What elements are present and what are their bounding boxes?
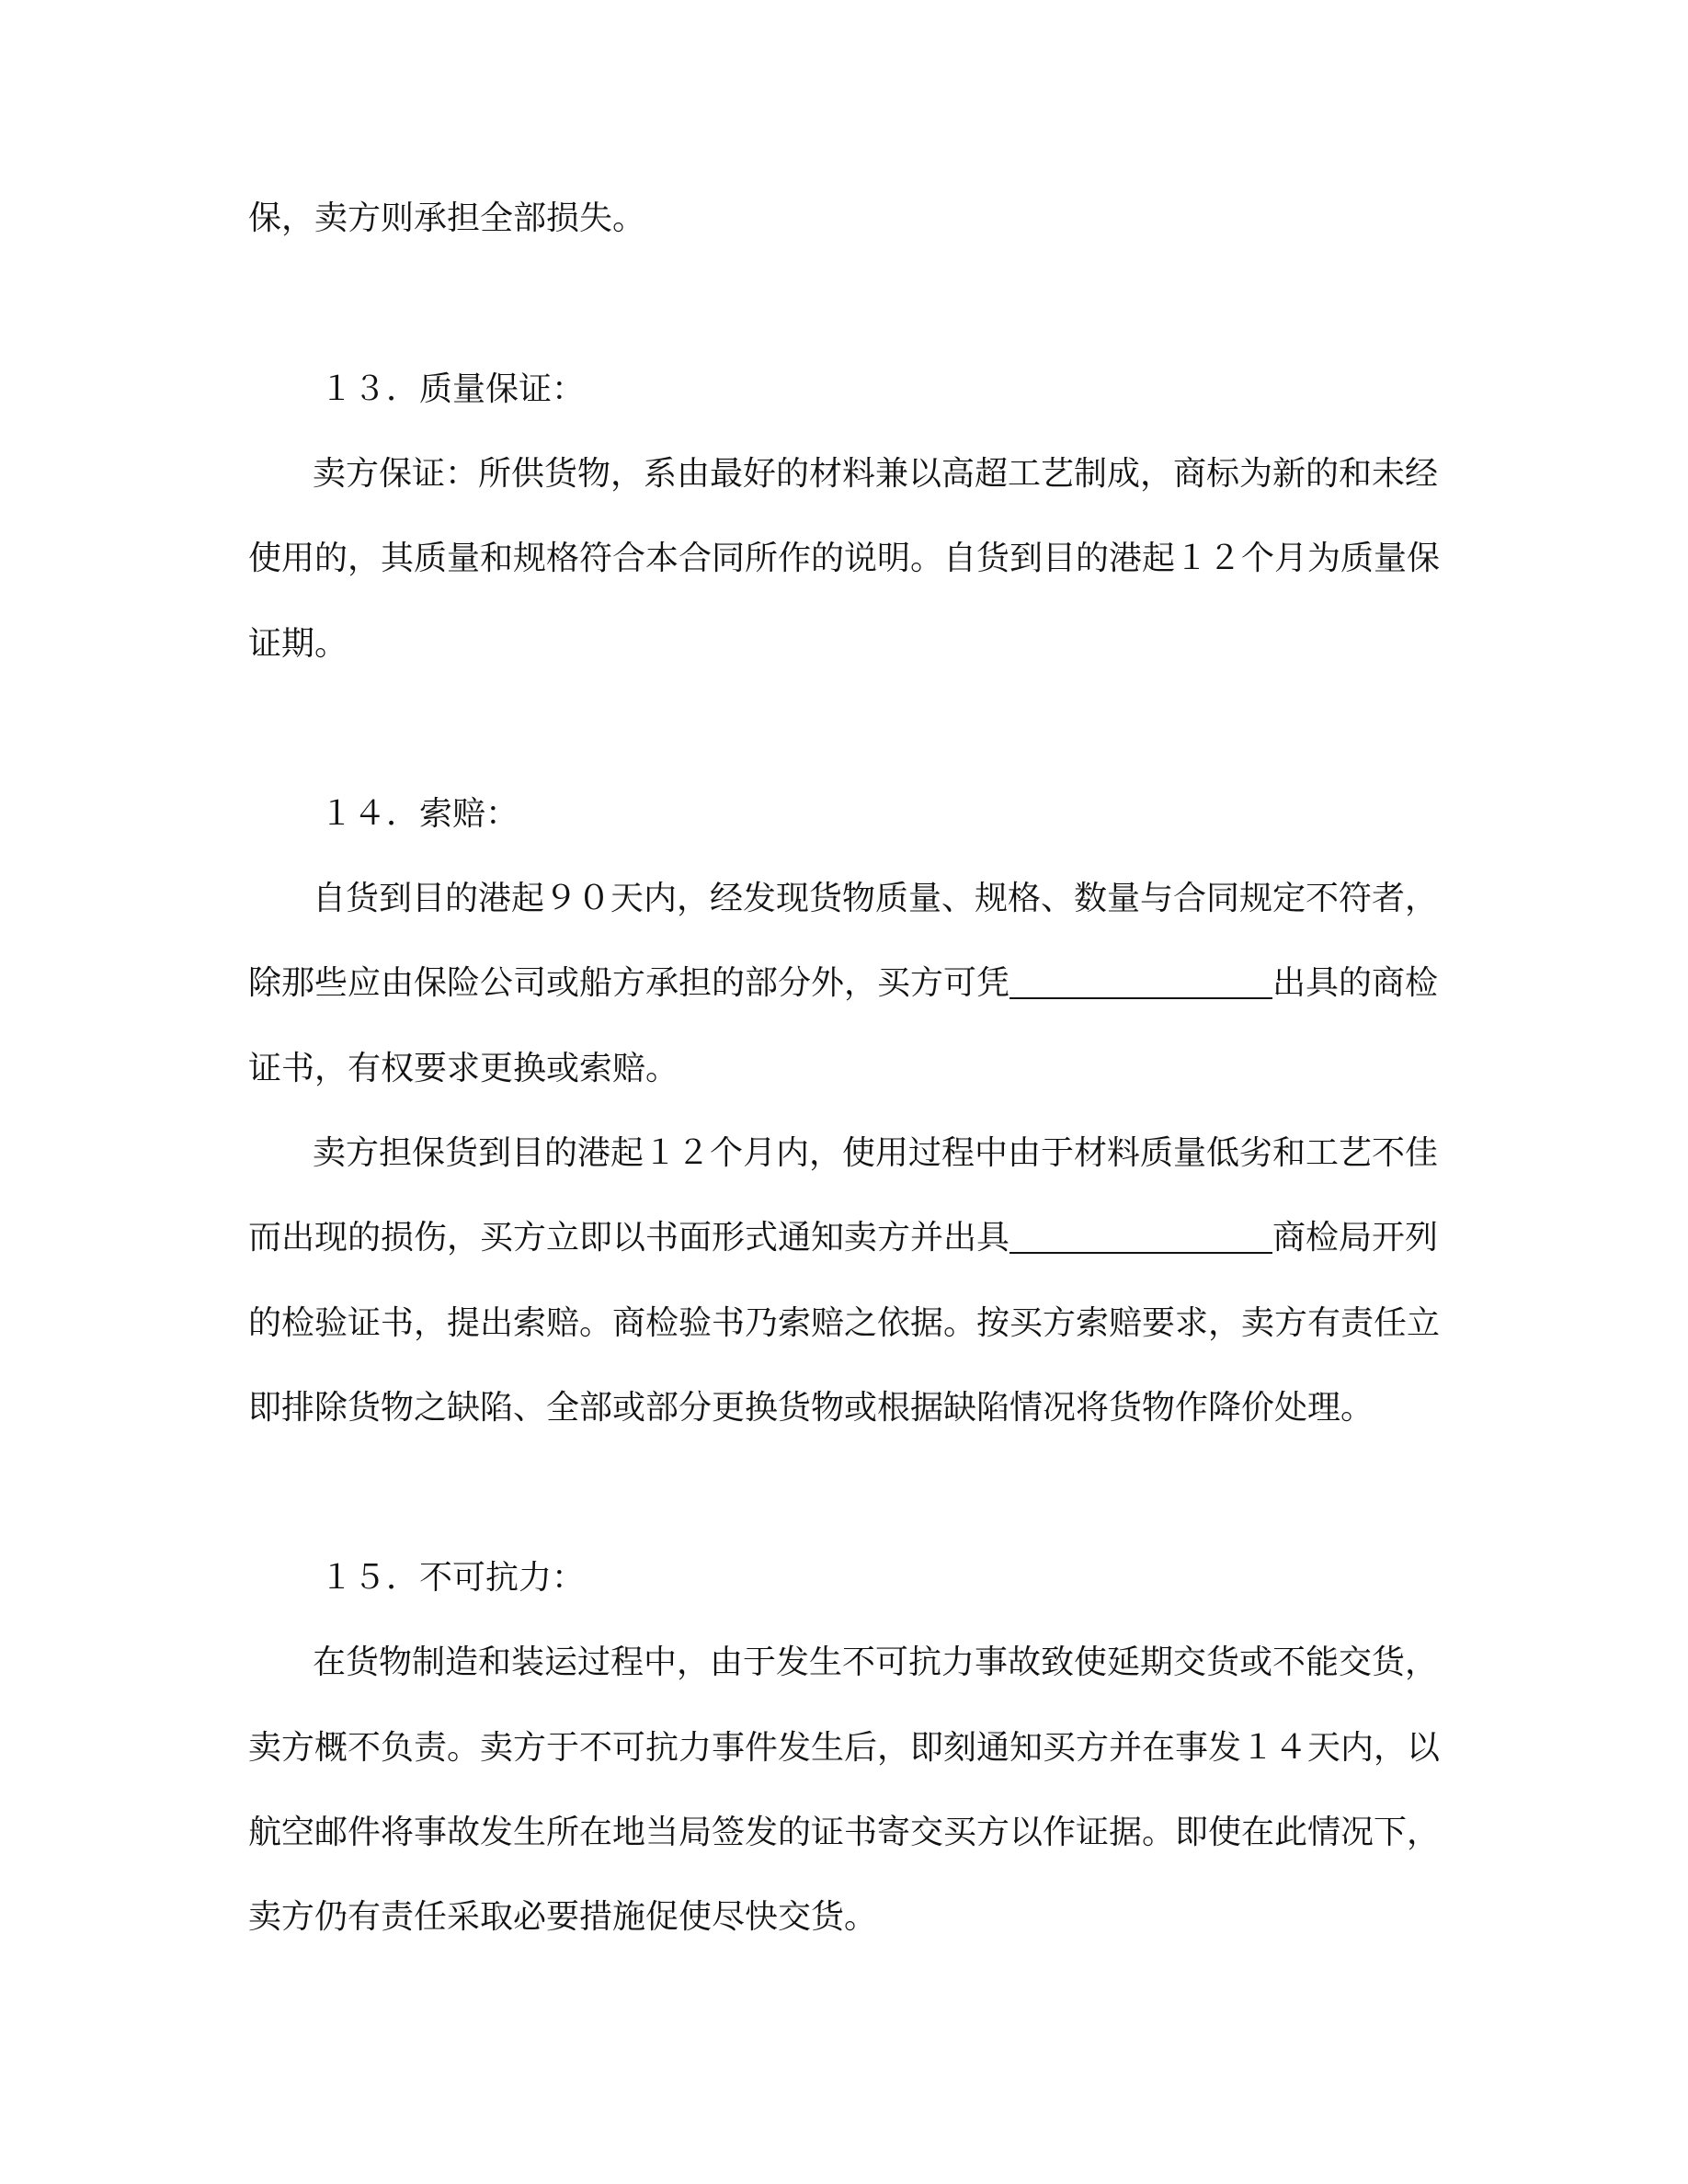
- blank-fill-line: [1009, 961, 1272, 999]
- line-text-before-blank: 除那些应由保险公司或船方承担的部分外，买方可凭: [248, 964, 1010, 1002]
- paragraph-line: 卖方仍有责任采取必要措施促使尽快交货。: [248, 1898, 878, 1936]
- section-heading-claims: １４．索赔：: [320, 795, 519, 833]
- paragraph-line: 卖方概不负责。卖方于不可抗力事件发生后，即刻通知买方并在事发１４天内，以: [248, 1729, 1441, 1767]
- paragraph-line: 卖方担保货到目的港起１２个月内，使用过程中由于材料质量低劣和工艺不佳: [313, 1134, 1439, 1172]
- paragraph-line: 即排除货物之缺陷、全部或部分更换货物或根据缺陷情况将货物作降价处理。: [248, 1389, 1374, 1427]
- section-heading-quality-guarantee: １３．质量保证：: [320, 370, 586, 408]
- paragraph-line: 证期。: [248, 625, 348, 663]
- paragraph-line: 的检验证书，提出索赔。商检验书乃索赔之依据。按买方索赔要求，卖方有责任立: [248, 1304, 1441, 1342]
- section-heading-force-majeure: １５．不可抗力：: [320, 1559, 586, 1597]
- line-text-before-blank: 而出现的损伤，买方立即以书面形式通知卖方并出具: [248, 1219, 1010, 1257]
- paragraph-line-with-blank: [248, 956, 1688, 1011]
- blank-fill-line: [1009, 1215, 1272, 1254]
- paragraph-line: 使用的，其质量和规格符合本合同所作的说明。自货到目的港起１２个月为质量保: [248, 540, 1441, 577]
- line-text-after-blank: 商检局开列: [1272, 1219, 1439, 1257]
- paragraph-line: 航空邮件将事故发生所在地当局签发的证书寄交买方以作证据。即使在此情况下，: [248, 1814, 1441, 1851]
- line-text-after-blank: 出具的商检: [1272, 964, 1439, 1002]
- paragraph-line: 保，卖方则承担全部损失。: [248, 199, 646, 237]
- paragraph-line-with-blank: [248, 1211, 1688, 1266]
- paragraph-line: 在货物制造和装运过程中，由于发生不可抗力事故致使延期交货或不能交货，: [313, 1644, 1439, 1681]
- paragraph-line: 卖方保证：所供货物，系由最好的材料兼以高超工艺制成，商标为新的和未经: [313, 455, 1439, 493]
- paragraph-line: 证书，有权要求更换或索赔。: [248, 1050, 679, 1087]
- paragraph-line: 自货到目的港起９０天内，经发现货物质量、规格、数量与合同规定不符者，: [313, 880, 1439, 917]
